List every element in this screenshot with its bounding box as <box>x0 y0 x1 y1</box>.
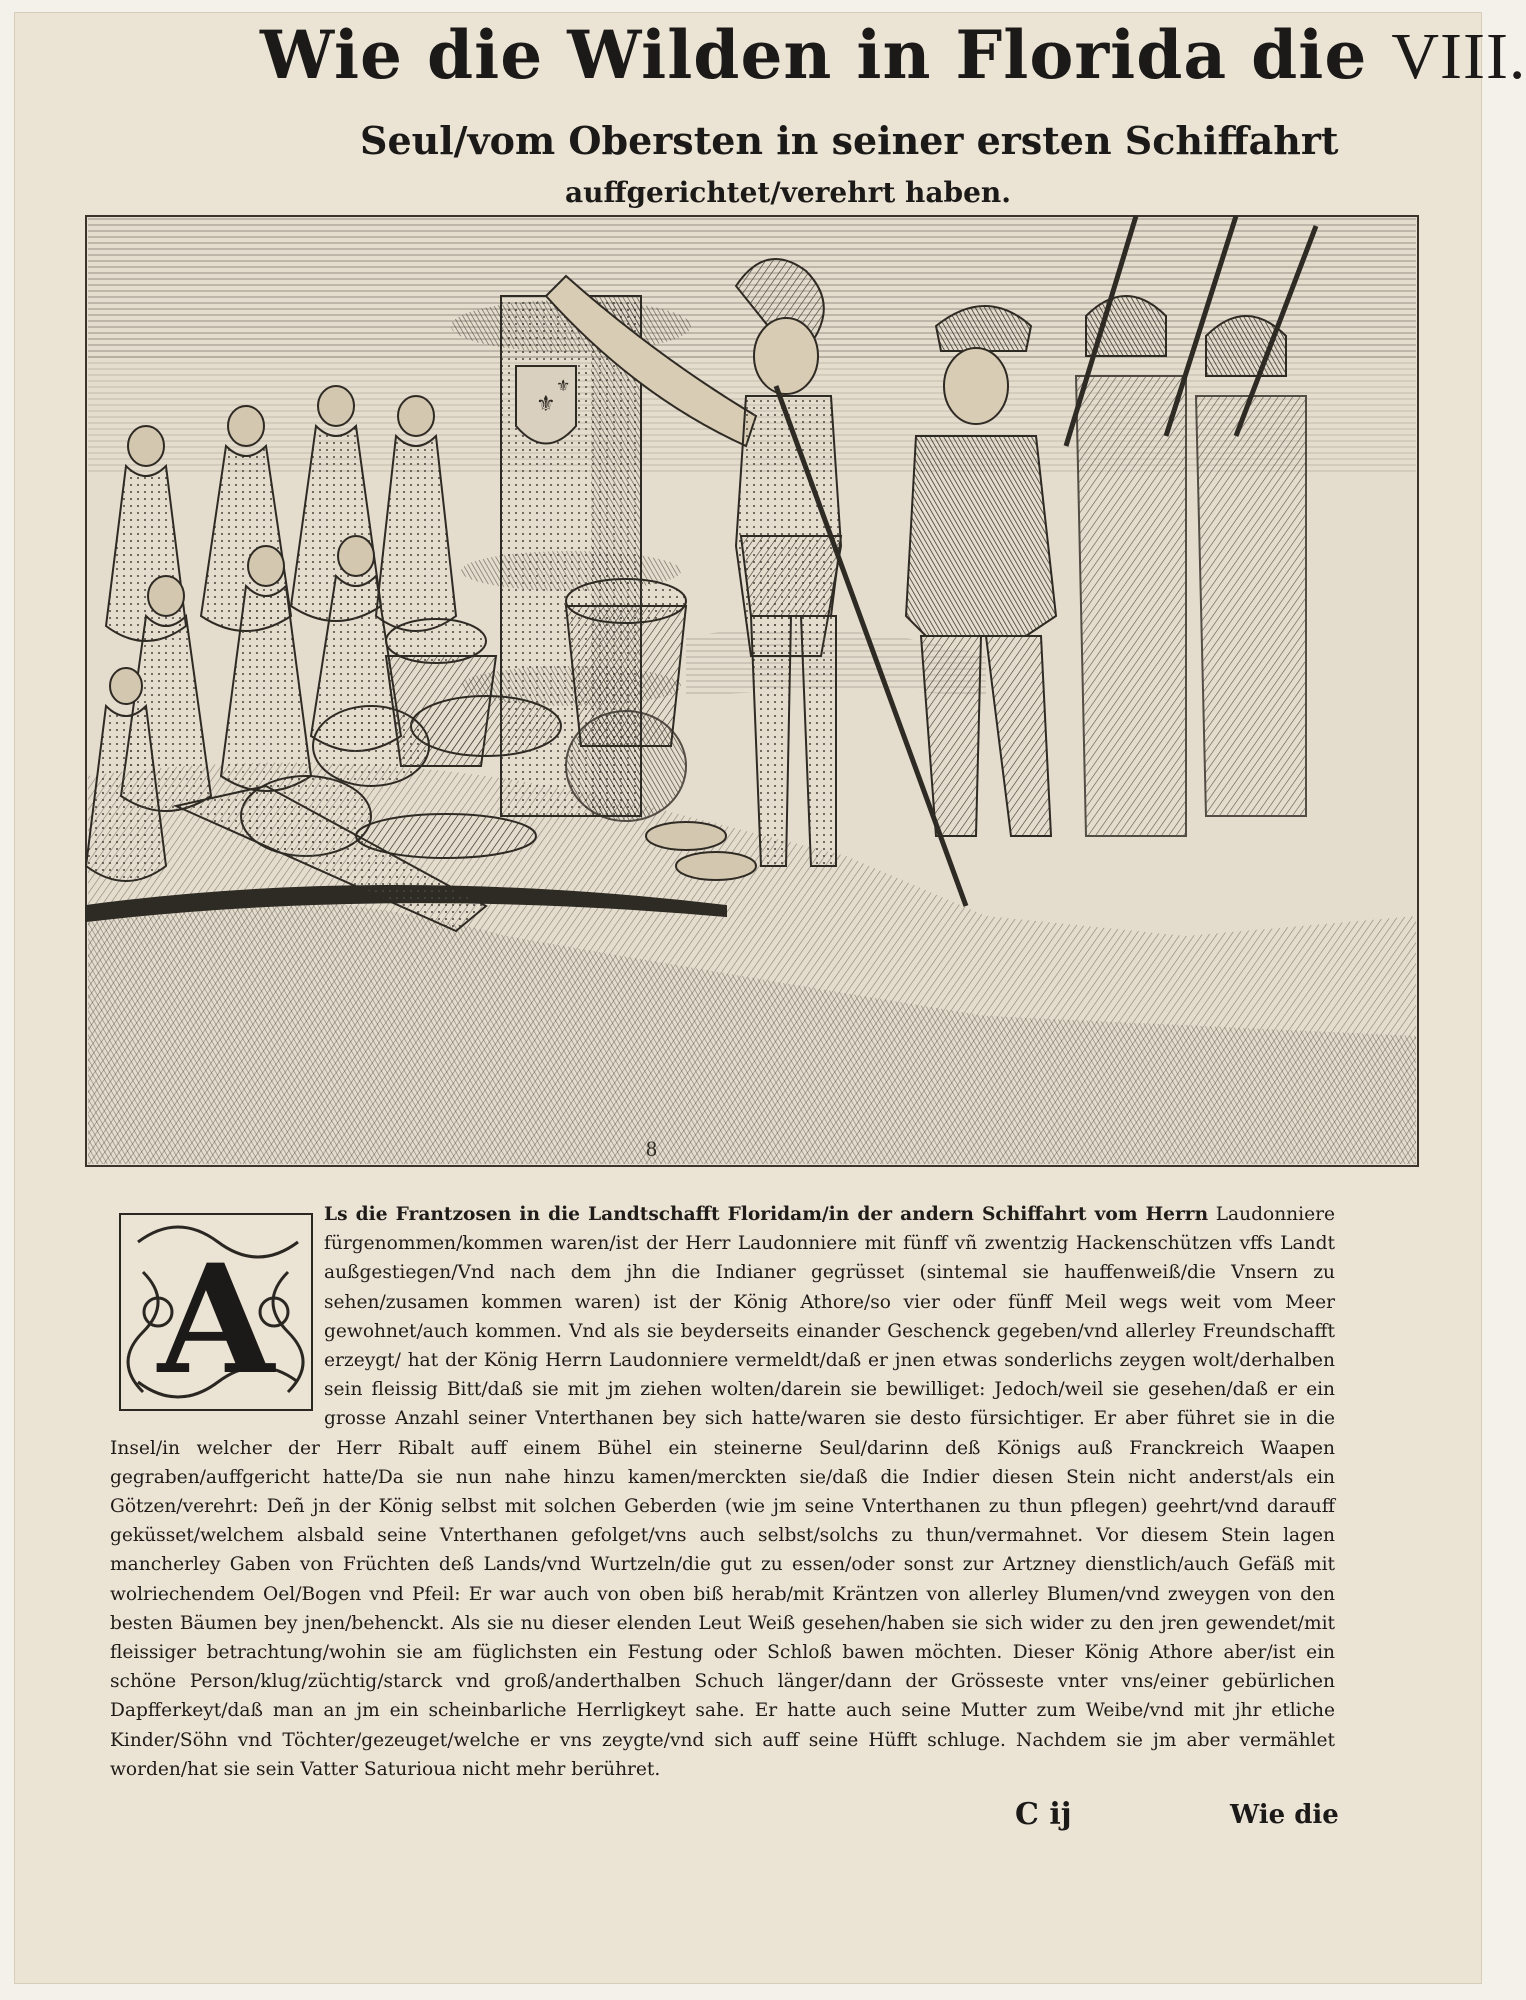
svg-text:⚜: ⚜ <box>536 392 556 417</box>
dropcap-space <box>110 1200 324 1405</box>
dropcap-letter: A <box>157 1232 275 1408</box>
catchword: Wie die <box>1230 1800 1339 1830</box>
engraving-illustration <box>86 216 1418 1166</box>
signature-mark: C ij <box>1015 1797 1072 1832</box>
title-main: Wie die Wilden in Florida die <box>260 16 1368 94</box>
page-title <box>260 16 1526 94</box>
body-first-phrase: Ls die Frantzosen in die Landtschafft Floridam/in der andern Schiffahrt vom Herrn <box>324 1204 1209 1225</box>
body-text <box>110 1200 1335 1784</box>
subtitle-line-1: Seul/vom Obersten in seiner ersten Schiffahrt <box>360 118 1339 163</box>
svg-text:⚜: ⚜ <box>556 376 571 395</box>
title-numeral: VIII. <box>1391 20 1526 93</box>
plate-number: 8 <box>646 1136 657 1161</box>
body-paragraph: Laudonniere fürgenommen/kommen waren/ist der Herr Laudonniere mit fünff vñ zwentzig Hackenschützen vffs Landt außgestiegen/Vnd nach dem jhn die Indianer gegrüsset (sintemal sie hauffenweiß/die Vnsern zu sehen/zusamen kommen waren) ist der König Athore/so vier oder fünff Meil wegs weit vom Meer gewohnet/auch kommen. Vnd als sie beyderseits einander Geschenck gegeben/vnd allerley Freundschafft erzeygt/ hat der König Herrn Laudonniere vermeldt/daß er jnen etwas sonderlichs zeygen wolt/derhalben sein fleissig Bitt/daß sie mit jm ziehen wolten/darein sie bewilliget: Jedoch/weil sie gesehen/daß er ein grosse Anzahl seiner Vnterthanen bey sich hatte/waren sie desto fürsichtiger. Er aber führet sie in die Insel/in welcher der Herr Ribalt auff einem Bühel ein steinerne Seul/darinn deß Königs auß Franckreich Waapen gegraben/auffgericht hatte/Da sie nun nahe hinzu kamen/merckten sie/daß die Indier diesen Stein nicht anderst/als ein Götzen/verehrt: Deñ jn der König selbst mit solchen Geberden (wie jm seine Vnterthanen zu thun pflegen) geehrt/vnd darauff geküsset/welchem alsbald seine Vnterthanen gefolget/vns auch selbst/solchs zu thun/vermahnet. Vor diesem Stein lagen mancherley Gaben von Früchten deß Lands/vnd Wurtzeln/die gut zu essen/oder sonst zur Artzney dienstlich/auch Gefäß mit wolriechendem Oel/Bogen vnd Pfeil: Er war auch von oben biß herab/mit Kräntzen von allerley Blumen/vnd zweygen von den besten Bäumen bey jnen/behenckt. Als sie nu dieser elenden Leut Weiß gesehen/haben sie sich wider zu den jren gewendet/mit fleissiger betrachtung/wohin sie am füglichsten ein Festung oder Schloß bawen möchten. Dieser König Athore aber/ist ein schöne Person/klug/züchtig/starck vnd groß/anderthalben Schuch länger/dann der Grösseste vnter vns/einer gebürlichen Dapfferkeyt/daß man an jm ein scheinbarliche Herrligkeyt sahe. Er hatte auch seine Mutter zum Weibe/vnd mit jhr etliche Kinder/Söhn vnd Töchter/gezeuget/welche er vns zeygte/vnd sich auff seine Hüfft schluge. Nachdem sie jm aber vermählet worden/hat sie sein Vatter Saturioua nicht mehr berühret. <box>110 1204 1335 1780</box>
subtitle-line-2: auffgerichtet/verehrt haben. <box>565 176 1012 209</box>
